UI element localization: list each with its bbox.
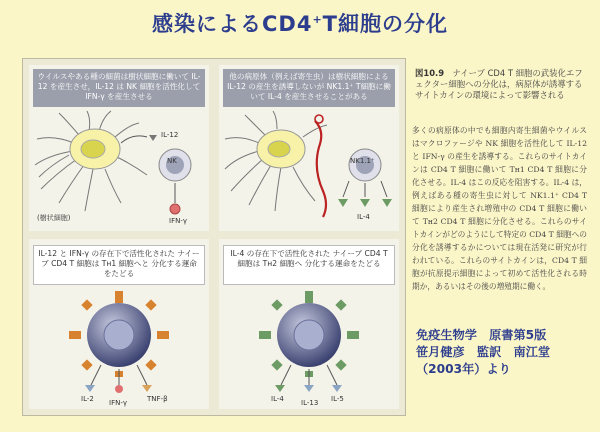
source-line-2: 笹月健彦 監訳 南江堂 [416,345,551,359]
panel-bottom-right [219,239,399,409]
caption-bottom-left: IL-12 と IFN-γ の存在下で活性化された ナイーブ CD4 T 細胞は Tʜ1 細胞へと 分化する運命をたどる [33,245,205,285]
dendritic-nk11-diagram [219,65,399,231]
label-ifn-top-left: IFN-γ [169,217,187,225]
label-tnfb: TNF-β [147,395,168,403]
label-il2: IL-2 [81,395,94,403]
caption-top-left: ウイルスやある種の細菌は樹状細胞に働いて IL-12 を産生させ，IL-12 は NK 細胞を活性化して IFN-γ を産生させる [33,69,205,107]
label-il12-top-left: IL-12 [161,131,179,139]
label-ifn-bottom-left: IFN-γ [109,399,127,407]
caption-bottom-right: IL-4 の存在下で活性化された ナイーブ CD4 T 細胞は Tʜ2 細胞へ 分化する運命をたどる [223,245,395,285]
label-dendritic-cell: (樹状細胞) [37,214,71,222]
label-il13: IL-13 [301,399,319,407]
source-citation [416,327,596,378]
source-line-3: （2003年）より [416,362,511,376]
label-nk11: NK1.1⁺ [350,157,375,165]
panel-top-right [219,65,399,231]
caption-top-right: 他の病原体（例えば寄生虫）は樹状細胞による IL-12 の産生を誘導しないが NK1.1⁺ T細胞に働いて IL-4 を産生させることがある [223,69,395,107]
panel-bottom-left [29,239,209,409]
th2-cell-diagram [219,239,399,409]
label-il4-top-right: IL-4 [357,213,370,221]
figure-caption [415,68,585,102]
body-paragraph: 多くの病原体の中でも細胞内寄生細菌やウイルスはマクロファージや NK 細胞を活性化して IL-12 と IFN-γ の産生を誘導する。これらのサイトカインは CD4 T 細胞に働いて Tʜ1 CD4 T 細胞に分化させる。IL-4 はこの反応を阻害する。IL-4 は，例えばある種の寄生虫に対して NK1.1⁺ CD4 T 細胞により産生され増殖中の CD4 T 細胞に働いて Tʜ2 CD4 T 細胞に分化させる。これらのサイトカインがどのようにして特定の CD4 T 細胞への分化を誘導するかについては現在活発に研究が行われている。これらのサイトカインは，CD4 T 細胞が抗原提示細胞によって初めて活性化される時期か，あるいはその後の増殖期に働く。 [412,126,587,291]
th1-cell-diagram [29,239,209,409]
figure-number: 図10.9 [415,68,445,78]
dendritic-nk-diagram [29,65,209,231]
label-il5: IL-5 [331,395,344,403]
panel-top-left [29,65,209,231]
figure-10-9 [22,58,406,416]
label-nk: NK [167,157,177,165]
source-line-1: 免疫生物学 原書第5版 [416,328,547,342]
page-title: 感染によるCD4+T細胞の分化 [151,12,448,36]
label-il4-bottom-right: IL-4 [271,395,284,403]
figure-caption-text: ナイーブ CD4 T 細胞の武装化エフェクター細胞への分化は，病原体が誘導するサイトカインの環境によって影響される [415,68,583,101]
